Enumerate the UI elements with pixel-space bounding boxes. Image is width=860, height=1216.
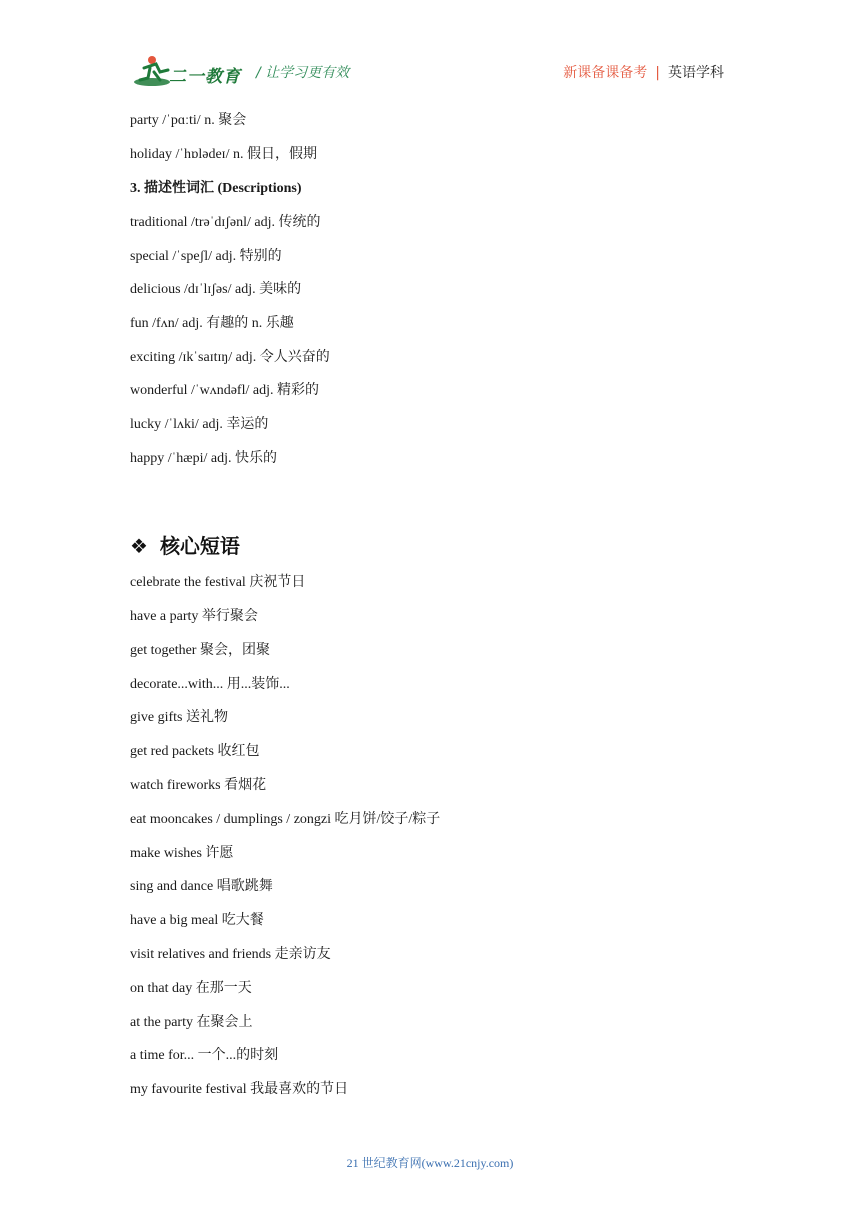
vocab-item: traditional /trəˈdɪʃənl/ adj. 传统的 <box>130 215 321 230</box>
phrase-item: sing and dance 唱歌跳舞 <box>130 879 273 894</box>
header-subject: 英语学科 <box>668 65 724 81</box>
page-header <box>0 0 860 100</box>
header-tagline: 新课备课备考 <box>563 65 648 81</box>
phrase-item: get red packets 收红包 <box>130 744 260 759</box>
page-footer: 21 世纪教育网(www.21cnjy.com) <box>346 1156 514 1170</box>
phrase-item: on that day 在那一天 <box>130 981 252 996</box>
section-title <box>130 530 240 559</box>
phrase-item: have a party 举行聚会 <box>130 609 258 624</box>
phrase-item: get together 聚会，团聚 <box>130 643 270 658</box>
diamond-bullet-icon: ❖ <box>130 534 148 558</box>
phrase-item: give gifts 送礼物 <box>130 710 228 725</box>
vocab-item: happy /ˈhæpi/ adj. 快乐的 <box>130 451 277 466</box>
brand-name: 二一教育 <box>169 67 241 87</box>
vocab-item: special /ˈspeʃl/ adj. 特别的 <box>130 249 282 264</box>
phrase-item: my favourite festival 我最喜欢的节日 <box>130 1082 349 1097</box>
phrase-item: a time for... 一个...的时刻 <box>130 1048 279 1063</box>
vocab-item: wonderful /ˈwʌndəfl/ adj. 精彩的 <box>130 383 319 398</box>
phrase-item: decorate...with... 用...装饰... <box>130 677 290 692</box>
vocab-item: holiday /ˈhɒlədeɪ/ n. 假日，假期 <box>130 147 317 162</box>
phrase-item: at the party 在聚会上 <box>130 1015 253 1030</box>
vocab-item: party /ˈpɑːti/ n. 聚会 <box>130 113 247 128</box>
vocab-item: fun /fʌn/ adj. 有趣的 n. 乐趣 <box>130 316 294 331</box>
phrase-item: watch fireworks 看烟花 <box>130 778 267 793</box>
vocab-item: lucky /ˈlʌki/ adj. 幸运的 <box>130 417 269 432</box>
slogan: / 让学习更有效 <box>256 65 350 81</box>
phrase-item: make wishes 许愿 <box>130 846 234 861</box>
phrase-item: celebrate the festival 庆祝节日 <box>130 575 306 590</box>
header-separator: | <box>655 65 660 81</box>
phrase-item: have a big meal 吃大餐 <box>130 913 264 928</box>
vocab-item: exciting /ɪkˈsaɪtɪŋ/ adj. 令人兴奋的 <box>130 350 330 365</box>
header-right <box>563 62 724 82</box>
phrase-item: eat mooncakes / dumplings / zongzi 吃月饼/饺子/粽子 <box>130 812 441 827</box>
phrase-item: visit relatives and friends 走亲访友 <box>130 947 331 962</box>
section-title-text: 核心短语 <box>159 534 240 558</box>
subsection-heading: 3. 描述性词汇 (Descriptions) <box>130 181 302 196</box>
vocab-item: delicious /dɪˈlɪʃəs/ adj. 美味的 <box>130 282 302 297</box>
